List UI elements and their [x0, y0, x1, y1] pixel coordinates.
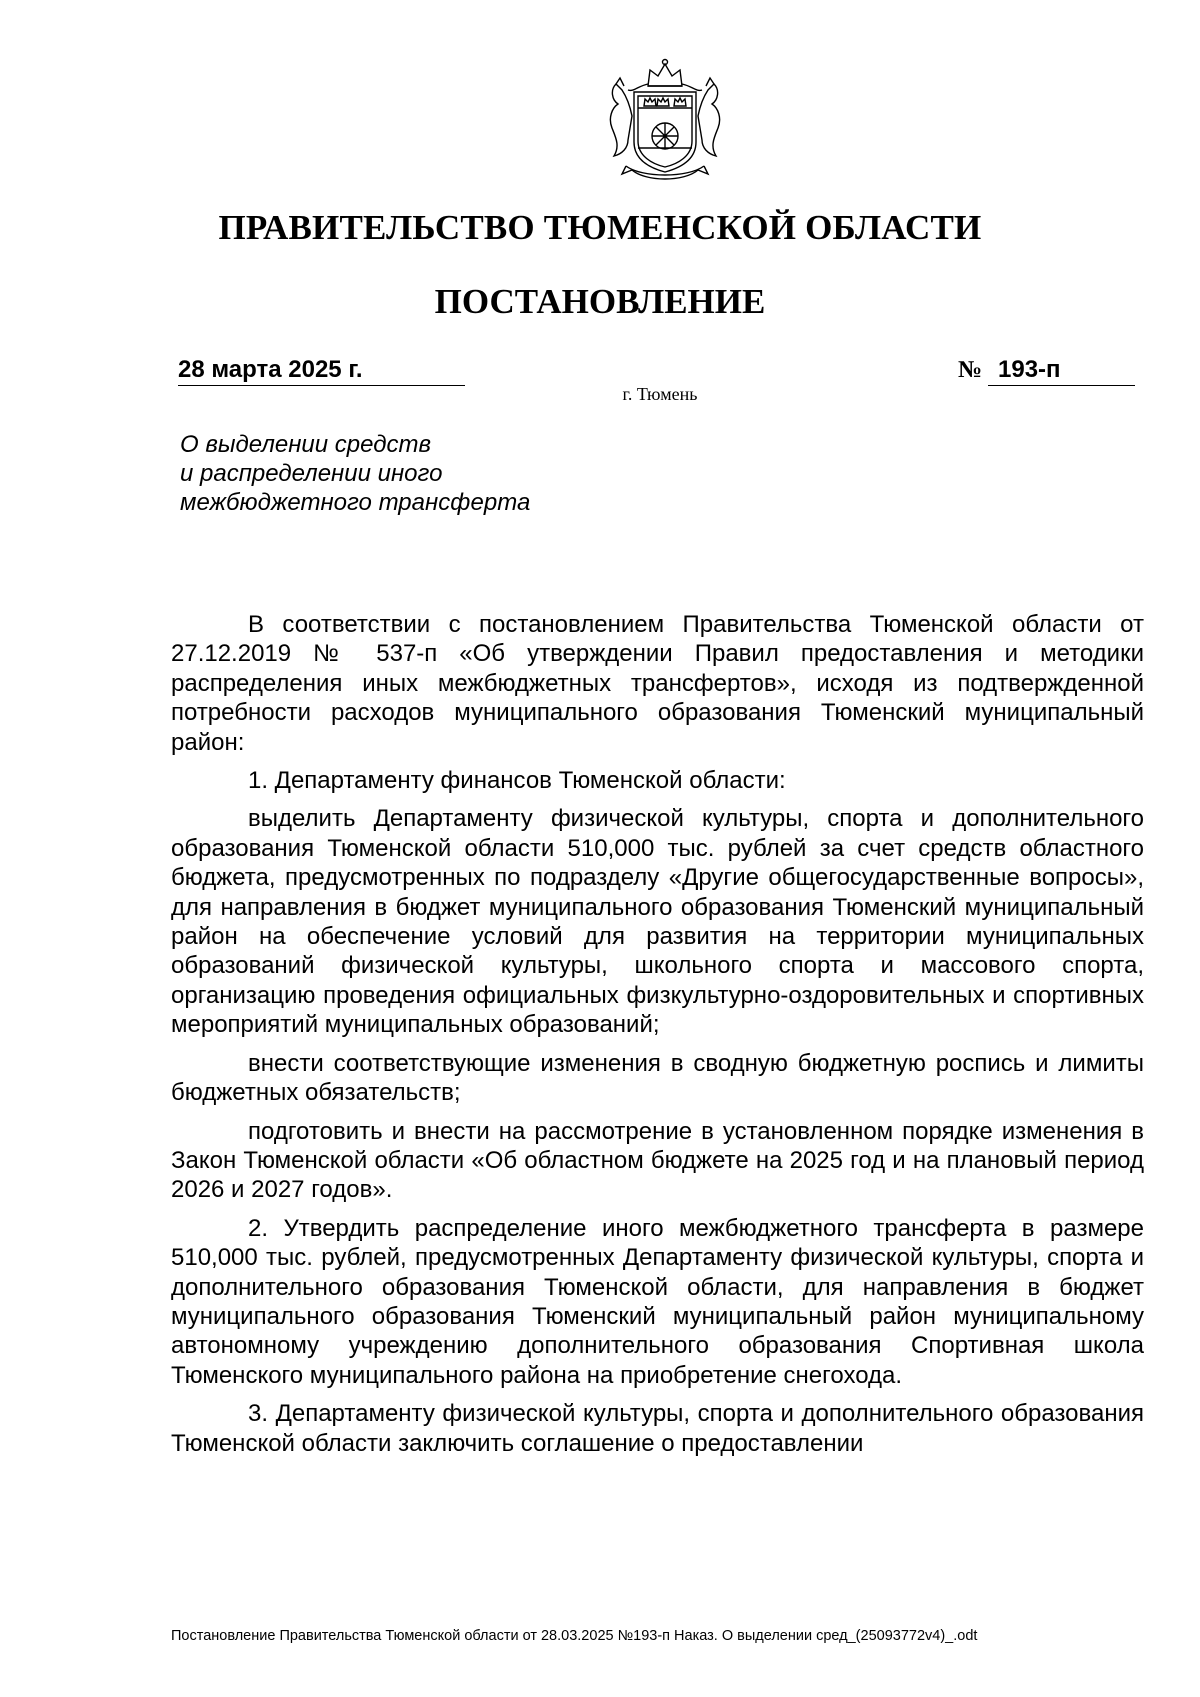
body-paragraph: внести соответствующие изменения в сводную бюджетную роспись и лимиты бюджетных обязательств; [171, 1049, 1144, 1107]
coat-of-arms-icon [598, 56, 732, 186]
document-number: 193-п [998, 356, 1061, 383]
body-paragraph: подготовить и внести на рассмотрение в установленном порядке изменения в Закон Тюменской области «Об областном бюджете на 2025 год и на плановый период 2026 и 2027 годов». [171, 1117, 1144, 1204]
document-number-field [988, 355, 1135, 386]
body-paragraph: 3. Департаменту физической культуры, спорта и дополнительного образования Тюменской области заключить соглашение о предоставлении [171, 1400, 1144, 1457]
document-subject [180, 430, 530, 517]
page-footer: Постановление Правительства Тюменской области от 28.03.2025 №193-п Наказ. О выделении сред_(25093772v4)_.odt [171, 1628, 978, 1644]
subject-line: О выделении средств [180, 431, 432, 458]
subject-line: и распределении иного [180, 460, 443, 487]
body-paragraph: 1. Департаменту финансов Тюменской области: [248, 767, 786, 795]
government-title: ПРАВИТЕЛЬСТВО ТЮМЕНСКОЙ ОБЛАСТИ [218, 208, 982, 247]
subject-line: межбюджетного трансферта [180, 489, 531, 516]
city: г. Тюмень [622, 384, 698, 404]
body-paragraph: В соответствии с постановлением Правительства Тюменской области от 27.12.2019 № 537-п «Об утверждении Правил предоставления и методики распределения иных межбюджетных трансфертов», исходя из подтвержденной потребности расходов муниципального образования Тюменский муниципальный район: [171, 611, 1144, 756]
document-type: ПОСТАНОВЛЕНИЕ [434, 282, 766, 321]
body-paragraph: выделить Департаменту физической культуры, спорта и дополнительного образования Тюменской области 510,000 тыс. рублей за счет средств областного бюджета, предусмотренных по подразделу «Другие общегосударственные вопросы», для направления в бюджет муниципального образования Тюменский муниципальный район на обеспечение условий для развития на территории муниципальных образований физической культуры, школьного спорта и массового спорта, организацию проведения официальных физкультурно-оздоровительных и спортивных мероприятий муниципальных образований; [171, 805, 1144, 1039]
document-date: 28 марта 2025 г. [178, 355, 465, 386]
body-paragraph: 2. Утвердить распределение иного межбюджетного трансферта в размере 510,000 тыс. рублей, предусмотренных Департаменту физической культуры, спорта и дополнительного образования Тюменской области, для направления в бюджет муниципального образования Тюменский муниципальный район муниципальному автономному учреждению дополнительного образования Спортивная школа Тюменского муниципального района на приобретение снегохода. [171, 1214, 1144, 1389]
number-label: № [958, 357, 983, 383]
document-body [171, 610, 1144, 1467]
